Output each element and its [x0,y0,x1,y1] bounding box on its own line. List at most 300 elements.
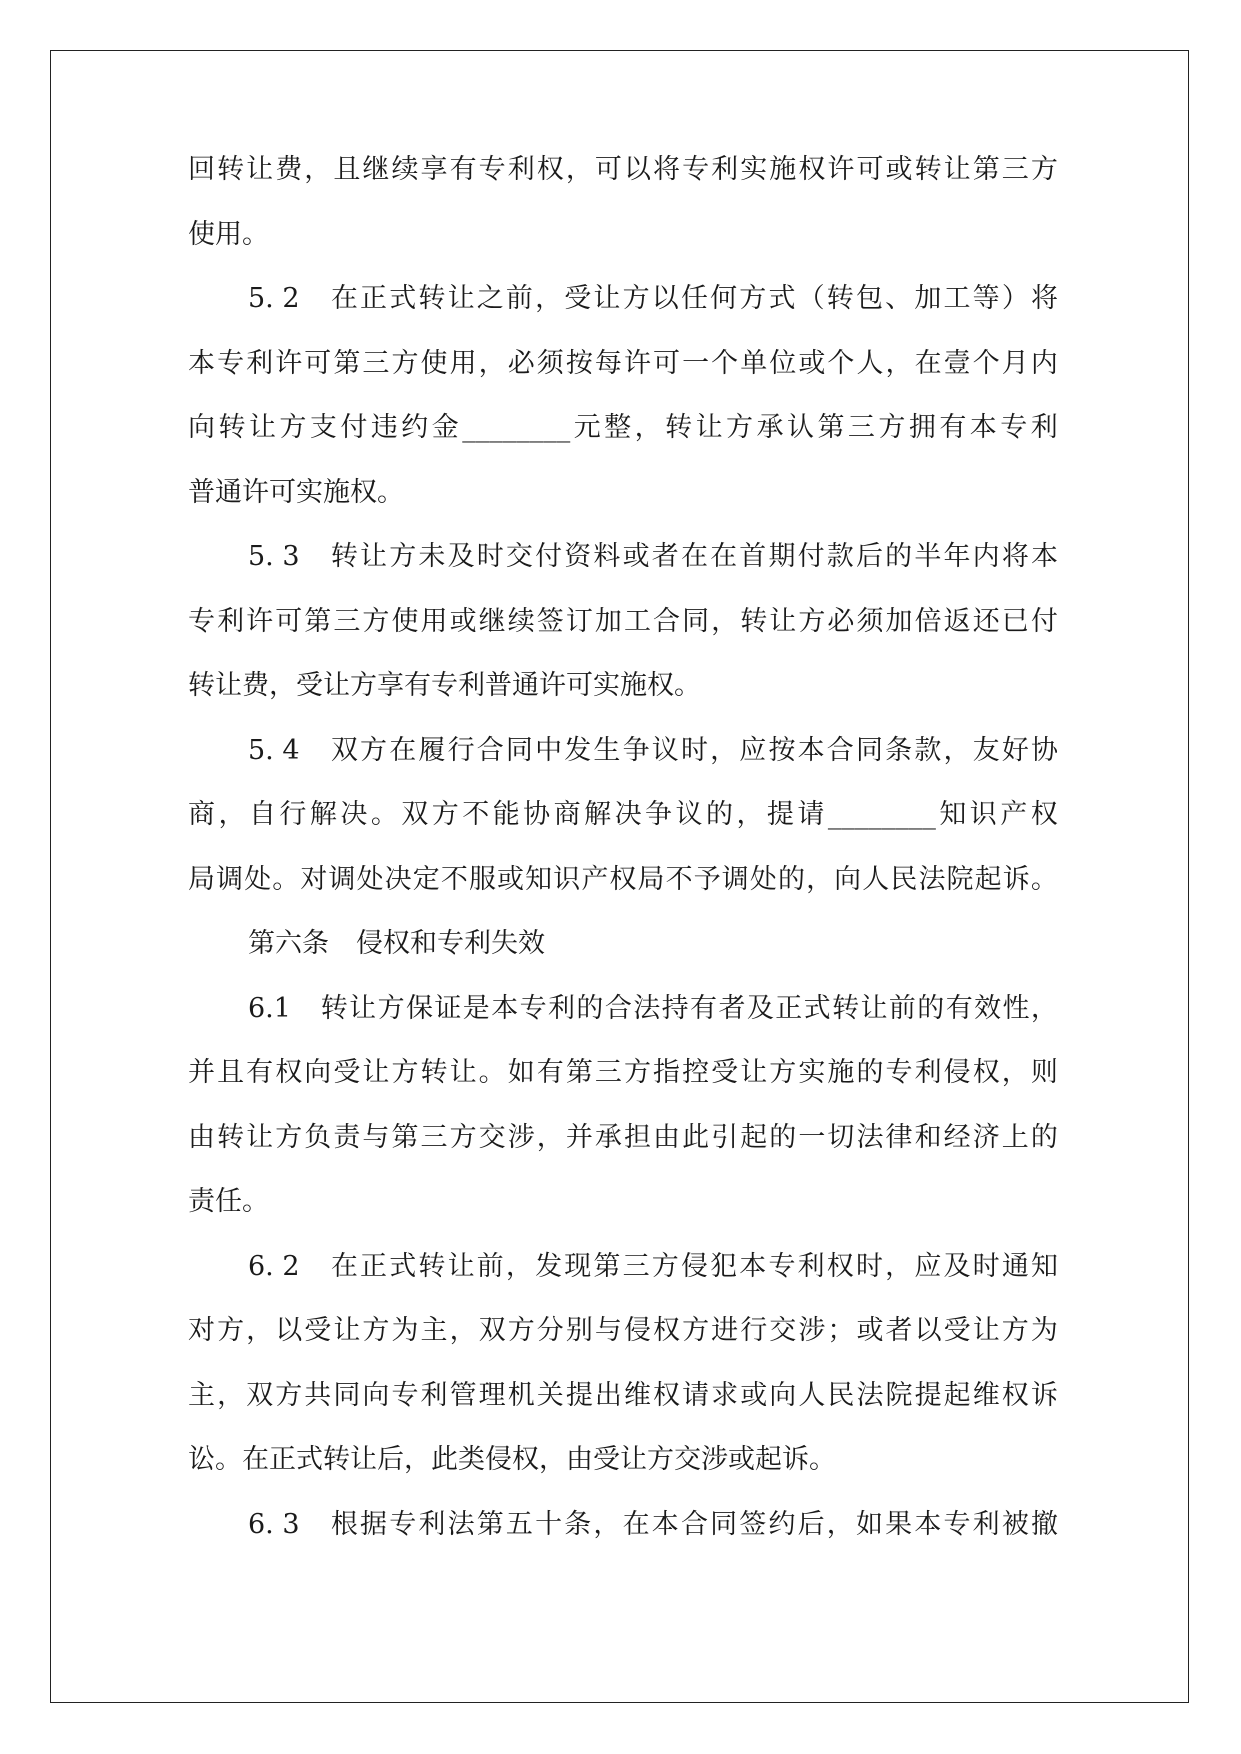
text-glyph: 转 [330,541,358,572]
text-glyph: 涉 [507,1121,535,1153]
text-glyph: 人 [862,863,890,895]
text-glyph: 调 [216,863,244,895]
text-glyph: 让 [860,992,888,1024]
text-glyph: 本 [739,1250,767,1282]
text-glyph: 被 [1001,1508,1029,1540]
text-glyph [302,1235,329,1300]
text-glyph: 内 [1030,347,1058,379]
text-glyph: 转 [826,283,854,314]
text-glyph: 条 [564,1508,592,1540]
text-glyph: 须 [536,347,564,379]
text-glyph: 是 [462,992,490,1024]
text-glyph: 还 [972,605,1000,637]
text-glyph: 本 [797,734,825,766]
text-glyph: 拥 [908,412,936,443]
text-glyph: 的 [576,992,604,1024]
text-glyph: 专 [519,992,547,1024]
text-glyph: ， [246,1315,274,1346]
text-glyph: 承 [756,412,784,443]
text-glyph: 据 [360,1508,388,1540]
text-glyph: ， [593,1508,621,1540]
text-glyph: 在 [710,541,738,572]
text-glyph: 并 [565,1121,593,1153]
text-glyph: 进 [711,1315,739,1346]
text-glyph: 予 [693,863,721,895]
text-glyph: 发 [564,734,592,766]
text-glyph: 付 [797,541,825,572]
text-glyph: 双 [478,1315,506,1346]
text-glyph: 请 [797,799,825,830]
text-glyph: 第 [565,1057,593,1088]
text-glyph: 金 [431,412,459,443]
text-glyph: 且 [333,154,361,185]
text-line [188,590,1058,655]
text-glyph: 。 [478,1057,506,1088]
text-glyph: 服 [468,863,496,895]
text-glyph: 使 [420,347,448,379]
text-glyph: 履 [418,734,446,766]
text-glyph: 方 [726,412,754,443]
text-glyph: 法 [856,1121,884,1153]
text-glyph: 。 [370,799,398,830]
text-glyph: 继 [478,605,506,637]
text-glyph: 提 [914,1379,942,1411]
text-glyph: ， [806,863,834,895]
text-glyph: 行 [740,1315,768,1346]
text-glyph: 三 [420,1121,448,1153]
text-glyph: 转 [320,992,348,1024]
text-glyph: 关 [536,1379,564,1411]
text-glyph: 权 [972,1057,1000,1088]
text-glyph: ， [217,1379,245,1411]
text-glyph: 施 [769,154,797,185]
text-glyph: 如 [855,1508,883,1540]
text-glyph: 约 [768,1508,796,1540]
text-line [188,267,1058,332]
text-glyph: 专 [943,1508,971,1540]
text-glyph: 支 [309,412,337,443]
text-glyph: 方 [431,799,459,830]
text-glyph: 在 [622,1508,650,1540]
text-glyph: 分 [536,1315,564,1346]
text-glyph: 交 [505,541,533,572]
text-line [188,396,1058,461]
text-line [188,719,1058,784]
text-glyph: 同 [855,734,883,766]
text-glyph: ； [827,1315,855,1346]
text-glyph: 指 [653,1057,680,1088]
text-glyph: 款 [914,734,942,766]
text-glyph: 可 [275,605,303,637]
text-glyph: ， [535,283,563,314]
text-glyph: 主 [188,1379,215,1411]
text-glyph: 议 [651,734,679,766]
text-glyph: 将 [653,154,680,185]
text-glyph: 利 [418,1508,446,1540]
text-glyph: 承 [594,1121,622,1153]
text-glyph: 第 [476,1508,504,1540]
text-glyph: 按 [565,347,593,379]
text-glyph: 之 [476,283,504,314]
text-glyph: 按 [768,734,796,766]
text-glyph: 本 [188,347,215,379]
text-glyph: 同 [710,1508,738,1540]
text-glyph: 商 [188,799,215,830]
text-glyph: 及 [746,992,774,1024]
text-glyph: 效 [974,992,1002,1024]
text-glyph: 实 [740,154,768,185]
text-glyph: 自 [248,799,276,830]
text-glyph: 在 [914,347,942,379]
text-glyph: 加 [885,605,913,637]
text-glyph: 后 [797,1508,825,1540]
text-glyph: 在 [389,734,417,766]
text-glyph: 诉 [1002,863,1030,895]
text-line: 讼。在正式转让后，此类侵权，由受让方交涉或起诉。 [188,1444,836,1475]
text-glyph: 人 [798,1379,826,1411]
text-glyph: 资 [564,541,592,572]
text-glyph: 中 [535,734,563,766]
text-glyph: 向 [304,1057,332,1088]
text-glyph: ， [478,347,506,379]
text-glyph: 整 [604,412,632,443]
text-glyph: 转 [740,605,768,637]
text-glyph: 通 [1001,1250,1029,1282]
text-glyph: 者 [651,541,679,572]
text-glyph: 正 [360,283,388,314]
text-glyph: 利 [217,605,245,637]
text-glyph: 者 [718,992,746,1024]
text-glyph: ， [710,734,738,766]
text-glyph: ， [885,1250,913,1282]
text-glyph: 五 [505,1508,533,1540]
text-glyph: 法 [856,1379,884,1411]
text-glyph: 时 [855,1250,883,1282]
text-glyph: 商 [553,799,581,830]
text-glyph: 决 [614,799,642,830]
text-glyph: 前 [505,283,533,314]
text-glyph: 双 [401,799,429,830]
text-line [188,1106,1058,1171]
text-line: 普通许可实施权。 [188,476,404,508]
text-glyph: 对 [188,1315,215,1346]
text-glyph: 款 [826,541,854,572]
text-glyph: 以 [623,154,651,185]
text-glyph: 三 [622,1250,650,1282]
text-glyph: 单 [740,347,768,379]
text-glyph: 工 [623,605,651,637]
text-glyph: 壹 [943,347,971,379]
text-glyph: 方 [878,412,906,443]
text-glyph: 条 [885,734,913,766]
text-glyph: 个 [711,347,739,379]
text-glyph: 利 [1030,412,1058,443]
text-glyph: 知 [939,799,967,830]
text-glyph: 双 [246,1379,274,1411]
text-glyph: 一 [798,1121,826,1153]
text-glyph: 局 [188,863,215,895]
text-glyph: 可 [856,154,884,185]
text-glyph: ， [885,347,913,379]
text-glyph: 半 [914,541,942,572]
text-glyph: 专 [885,1057,913,1088]
text-glyph: 持 [661,992,689,1024]
text-glyph: 在 [330,1250,358,1282]
text-glyph: 时 [972,1250,1000,1282]
text-glyph: 方 [798,605,826,637]
text-glyph: 费 [275,154,303,185]
text-glyph: 方 [377,992,405,1024]
text-glyph: 识 [553,863,581,895]
text-glyph: 转 [217,154,245,185]
text-glyph: 向 [834,863,862,895]
text-glyph: 争 [622,734,650,766]
text-glyph: 共 [304,1379,332,1411]
text-glyph: 保 [405,992,433,1024]
text-glyph: 让 [333,1315,361,1346]
text-glyph: 识 [969,799,997,830]
text-line: 使用。 [188,218,269,250]
text-glyph: 第 [972,154,1000,185]
text-glyph: 权 [536,154,564,185]
text-glyph: 6.1 [248,992,291,1024]
text-glyph: 侵 [623,1315,651,1346]
text-line [188,525,1058,590]
text-glyph: 付 [1030,605,1058,637]
text-glyph: 转 [217,1121,245,1153]
text-glyph: 别 [565,1315,593,1346]
text-glyph: 方 [360,734,388,766]
text-glyph: 方 [275,1121,303,1153]
text-glyph: 加 [914,283,942,314]
text-glyph: 本 [1031,541,1058,572]
text-glyph: 知 [525,863,553,895]
text-glyph: 人 [856,347,884,379]
text-glyph: 和 [914,1121,942,1153]
text-glyph: 及 [447,541,475,572]
text-glyph: 此 [682,1121,710,1153]
document-body [188,138,1058,1557]
text-glyph: 使 [391,605,419,637]
text-glyph: 的 [1030,1121,1058,1153]
text-glyph: 的 [769,1121,797,1153]
text-glyph: 方 [1030,154,1058,185]
text-glyph: 享 [420,154,448,185]
text-glyph: 年 [943,541,971,572]
text-glyph: 处 [749,863,777,895]
text-glyph: 行 [279,799,307,830]
text-glyph: 式 [389,283,417,314]
text-glyph: 5. 3 [248,541,300,572]
text-glyph: 责 [333,1121,361,1153]
text-glyph: 第 [817,412,845,443]
text-glyph: 方 [391,347,419,379]
text-glyph: 诉 [1030,1379,1058,1411]
text-glyph: 以 [275,1315,303,1346]
text-glyph: 犯 [710,1250,738,1282]
text-glyph: 。 [1030,863,1058,895]
text-glyph: 专 [682,154,710,185]
text-glyph: 合 [826,734,854,766]
text-glyph: 认 [786,412,814,443]
text-glyph: 起 [974,863,1002,895]
text-glyph: 受 [711,1057,739,1088]
text-glyph: 产 [1000,799,1028,830]
text-glyph: 许 [827,154,855,185]
text-line [188,848,1058,913]
text-glyph: 第 [391,1121,419,1153]
text-glyph: 。 [272,863,300,895]
text-glyph: 合 [680,1508,708,1540]
text-glyph: 定 [412,863,440,895]
text-glyph: 利 [972,1508,1000,1540]
text-glyph: 的 [917,992,945,1024]
text-glyph: 交 [769,1315,797,1346]
text-glyph: ， [826,1508,854,1540]
text-glyph: 继 [362,154,390,185]
text-glyph: 受 [304,1315,332,1346]
text-line [188,783,1058,848]
text-glyph: 方 [449,1121,477,1153]
text-glyph: 6. 2 [248,1250,300,1282]
text-glyph: 方 [739,283,767,314]
text-glyph: 民 [827,1379,855,1411]
text-glyph: 利 [914,1057,942,1088]
text-glyph: 法 [633,992,661,1024]
text-glyph: ， [218,799,246,830]
text-glyph: 由 [188,1121,215,1153]
text-glyph: 让 [360,541,388,572]
text-glyph: 现 [564,1250,592,1282]
text-glyph: 期 [768,541,796,572]
text-glyph: 正 [775,992,803,1024]
text-glyph: 让 [447,283,475,314]
text-glyph: 且 [217,1057,245,1088]
text-glyph: 时 [476,541,504,572]
text-glyph: ， [711,605,739,637]
text-glyph: 同 [682,605,710,637]
text-glyph: 出 [594,1379,622,1411]
text-glyph: 让 [248,412,276,443]
text-glyph: 方 [389,541,417,572]
text-glyph: 用 [449,347,477,379]
text-glyph: 倍 [914,605,942,637]
text-glyph: 实 [798,1057,826,1088]
text-glyph: 内 [972,541,1000,572]
text-glyph: 正 [360,1250,388,1282]
text-glyph: 时 [680,734,708,766]
text-glyph: ） [1001,283,1029,314]
text-glyph: （ [797,283,825,314]
text-glyph: 转 [832,992,860,1024]
text-glyph: 律 [885,1121,913,1153]
text-glyph: 前 [476,1250,504,1282]
text-glyph: 不 [665,863,693,895]
text-glyph: 向 [362,1379,390,1411]
text-glyph: 权 [275,1057,303,1088]
text-glyph: 让 [972,1315,1000,1346]
text-glyph: 或 [798,347,826,379]
text-glyph: 位 [769,347,797,379]
text-glyph: 处 [356,863,384,895]
text-glyph: 回 [188,154,215,185]
text-glyph: 果 [885,1508,913,1540]
text-glyph: 或 [856,1315,884,1346]
text-glyph: 的 [777,863,805,895]
text-glyph: 利 [711,154,739,185]
text-line: 第六条 侵权和专利失效 [248,928,545,959]
text-glyph: 法 [918,863,946,895]
text-glyph: 控 [682,1057,710,1088]
text-glyph: 或 [497,863,525,895]
text-glyph: 处 [244,863,272,895]
text-glyph: 有 [536,1057,564,1088]
text-glyph: 专 [391,1379,419,1411]
text-glyph: 利 [797,1250,825,1282]
text-glyph: 知 [1031,1250,1058,1282]
text-glyph: 第 [304,605,332,637]
text-glyph: 让 [246,1121,274,1153]
text-glyph: 方 [391,1057,419,1088]
text-glyph: 本 [651,1508,679,1540]
text-line [188,1299,1058,1364]
text-glyph: 权 [653,1315,680,1346]
text-glyph [302,719,329,784]
text-glyph: 专 [768,1250,796,1282]
text-glyph: 让 [449,1057,477,1088]
text-glyph: ， [304,154,332,185]
text-glyph: 方 [362,605,390,637]
text-glyph: 式 [768,283,796,314]
text-glyph: 生 [593,734,621,766]
text-glyph: 方 [217,1315,245,1346]
text-glyph: 付 [340,412,368,443]
text-glyph: 方 [1001,1315,1029,1346]
text-glyph: 机 [507,1379,535,1411]
text-glyph: 专 [478,154,506,185]
text-glyph: 让 [362,1057,390,1088]
text-glyph: 理 [478,1379,506,1411]
text-glyph: 同 [505,734,533,766]
text-glyph: 以 [914,1315,942,1346]
text-glyph: 约 [401,412,429,443]
text-glyph: 院 [946,863,974,895]
text-glyph: 议 [675,799,703,830]
text-glyph: 三 [333,605,361,637]
text-glyph: 、 [885,283,913,314]
text-glyph: 方 [275,1379,303,1411]
text-glyph: 或 [740,1379,768,1411]
text-glyph: 在 [680,541,708,572]
text-glyph: 专 [389,1508,417,1540]
text-glyph: 的 [885,541,913,572]
text-glyph: 专 [1000,412,1028,443]
text-glyph: 或 [449,605,477,637]
text-glyph: 权 [798,154,826,185]
text-glyph: 将 [1001,541,1029,572]
text-glyph: 提 [565,1379,593,1411]
text-glyph: 或 [622,541,650,572]
text-glyph: 让 [349,992,377,1024]
text-glyph: 十 [535,1508,563,1540]
text-glyph: 及 [943,1250,971,1282]
text-glyph: 利 [507,154,535,185]
text-line [188,332,1058,397]
text-line [188,138,1058,203]
text-glyph: 许 [275,347,303,379]
text-glyph: 6. 3 [248,1508,300,1540]
text-glyph: 协 [1031,734,1058,766]
